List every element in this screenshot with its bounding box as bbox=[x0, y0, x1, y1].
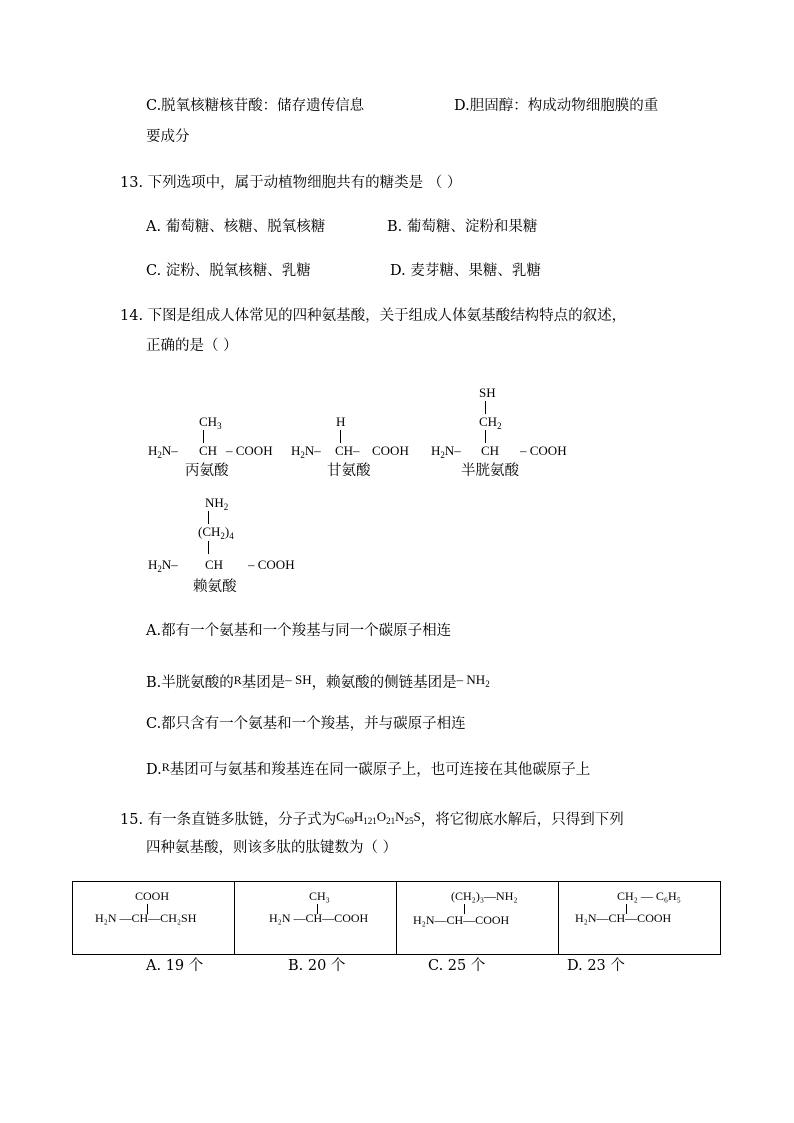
q14-option-c: C.都只含有一个氨基和一个羧基，并与碳原子相连 bbox=[146, 716, 466, 732]
q13-option-a: A. 葡萄糖、核糖、脱氧核糖 bbox=[146, 219, 326, 235]
q13-stem: 13. 下列选项中，属于动植物细胞共有的糖类是 （ ） bbox=[120, 175, 462, 191]
glycine-name: 甘氨酸 bbox=[327, 463, 371, 479]
q12-option-c: C.脱氧核糖核苷酸：储存遗传信息 bbox=[146, 98, 365, 114]
q13-option-c: C. 淀粉、脱氧核糖、乳糖 bbox=[146, 263, 311, 279]
q15-box-3: (CH₂)₃—NH₂ H₂N—CH—COOH bbox=[397, 882, 559, 955]
cysteine-name: 半胱氨酸 bbox=[461, 463, 519, 479]
q14-option-d: D.$^R$基团可与氨基和羧基连在同一碳原子上，也可连接在其他碳原子上 bbox=[146, 760, 591, 778]
q15-option-a: A. 19 个 bbox=[146, 958, 204, 974]
q14-stem-cont: 正确的是（ ） bbox=[146, 338, 238, 354]
lysine-name: 赖氨酸 bbox=[193, 579, 237, 595]
q15-stem-cont: 四种氨基酸，则该多肽的肽键数为（ ） bbox=[146, 840, 398, 856]
q13-option-b: B. 葡萄糖、淀粉和果糖 bbox=[387, 219, 538, 235]
q15-box-2: CH₃ H₂N —CH—COOH bbox=[235, 882, 397, 955]
q15-stem: 15. 有一条直链多肽链，分子式为$C_{69}H_{121}O_{21}N_{25}S$，将它彻底水解后，只得到下列 bbox=[120, 809, 624, 828]
q15-box-4: CH₂ — C₆H₅ H₂N—CH—COOH bbox=[559, 882, 721, 955]
q15-option-b: B. 20 个 bbox=[288, 958, 346, 974]
q14-option-b: B.半胱氨酸的$^R$基团是– SH，赖氨酸的侧链基团是– $NH_2$ bbox=[146, 672, 490, 691]
q15-box-1: COOH H₂N —CH—CH₂SH bbox=[73, 882, 235, 955]
alanine-name: 丙氨酸 bbox=[185, 463, 229, 479]
q14-stem: 14. 下图是组成人体常见的四种氨基酸，关于组成人体氨基酸结构特点的叙述， bbox=[120, 308, 627, 324]
q13-option-d: D. 麦芽糖、果糖、乳糖 bbox=[390, 263, 541, 279]
q12-option-d-cont: 要成分 bbox=[146, 129, 190, 145]
q14-option-a: A.都有一个氨基和一个羧基与同一个碳原子相连 bbox=[146, 623, 452, 639]
q15-option-c: C. 25 个 bbox=[428, 958, 486, 974]
q15-structure-table bbox=[72, 881, 721, 955]
q12-option-d: D.胆固醇：构成动物细胞膜的重 bbox=[454, 98, 659, 114]
q15-option-d: D. 23 个 bbox=[567, 958, 625, 974]
